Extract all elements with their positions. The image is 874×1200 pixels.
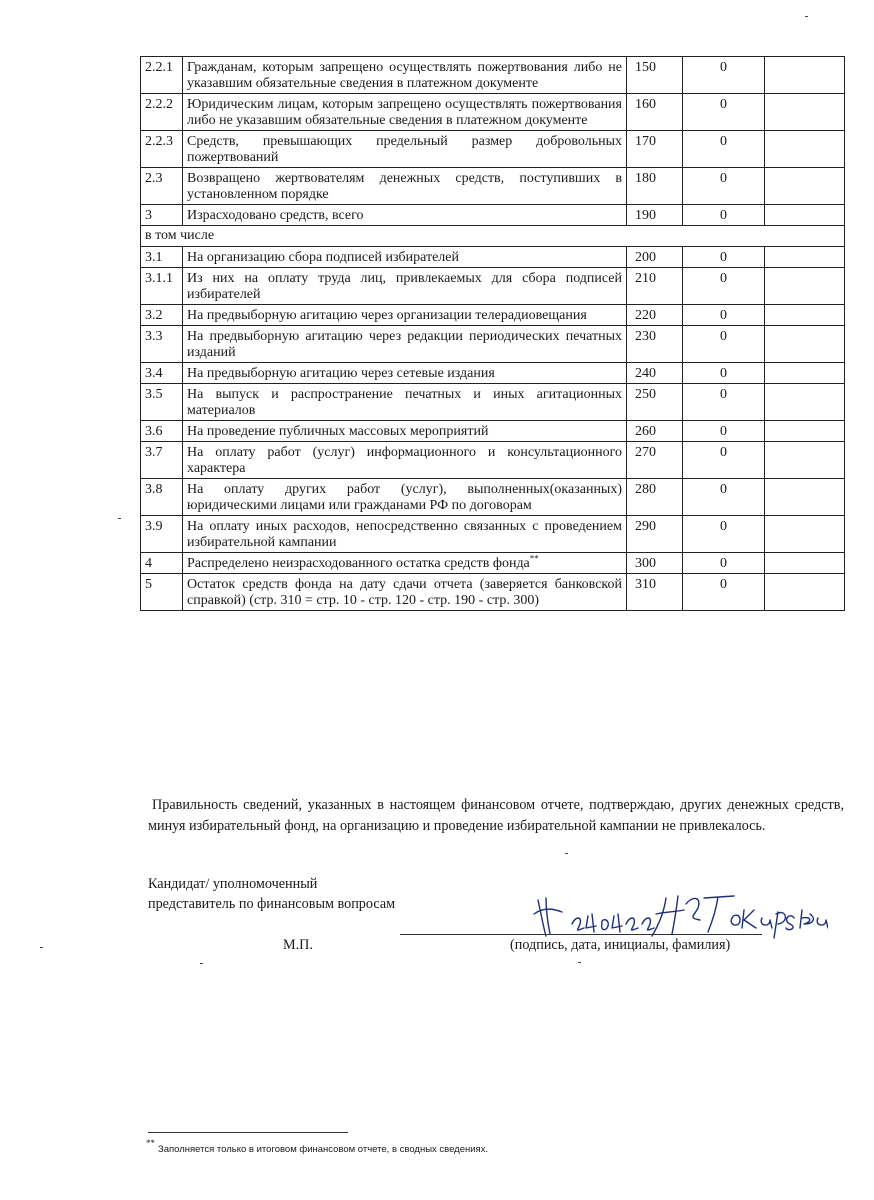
row-extra-cell <box>765 421 845 442</box>
row-number: 3.7 <box>141 442 183 479</box>
row-code: 160 <box>627 94 683 131</box>
row-extra-cell <box>765 479 845 516</box>
row-description: На предвыборную агитацию через редакции периодических печатных изданий <box>183 326 627 363</box>
scan-speck <box>578 962 581 963</box>
table-row <box>141 326 845 363</box>
table-body <box>141 57 845 611</box>
row-value: 0 <box>683 479 765 516</box>
table-row <box>141 57 845 94</box>
row-extra-cell <box>765 247 845 268</box>
table-row <box>141 131 845 168</box>
table-row <box>141 574 845 611</box>
row-extra-cell <box>765 268 845 305</box>
row-extra-cell <box>765 516 845 553</box>
row-description: Юридическим лицам, которым запрещено осуществлять пожертвования либо не указавшим обязательные сведения в платежном документе <box>183 94 627 131</box>
footnote-rule <box>148 1132 348 1133</box>
row-value: 0 <box>683 94 765 131</box>
signature-caption: (подпись, дата, инициалы, фамилия) <box>510 937 731 953</box>
row-number: 3.6 <box>141 421 183 442</box>
row-extra-cell <box>765 574 845 611</box>
handwritten-signature <box>528 878 828 940</box>
declaration-text: Правильность сведений, указанных в настоящем финансовом отчете, подтверждаю, других денежных средств, минуя избирательный фонд, на организацию и проведение избирательной кампании не привлекалось. <box>148 797 844 834</box>
row-code: 220 <box>627 305 683 326</box>
footnote-text: Заполняется только в итоговом финансовом отчете, в сводных сведениях. <box>158 1144 489 1155</box>
row-value: 0 <box>683 57 765 94</box>
row-code: 280 <box>627 479 683 516</box>
row-description: Израсходовано средств, всего <box>183 205 627 226</box>
table-row <box>141 305 845 326</box>
row-value: 0 <box>683 516 765 553</box>
row-code: 270 <box>627 442 683 479</box>
row-extra-cell <box>765 553 845 574</box>
row-code: 260 <box>627 421 683 442</box>
table-row <box>141 247 845 268</box>
row-number: 4 <box>141 553 183 574</box>
row-code: 240 <box>627 363 683 384</box>
row-code: 190 <box>627 205 683 226</box>
row-value: 0 <box>683 131 765 168</box>
row-code: 170 <box>627 131 683 168</box>
row-value: 0 <box>683 326 765 363</box>
row-value: 0 <box>683 553 765 574</box>
row-value: 0 <box>683 574 765 611</box>
scan-speck <box>118 518 121 519</box>
table-row <box>141 268 845 305</box>
table-row <box>141 94 845 131</box>
row-number: 3.4 <box>141 363 183 384</box>
table-row <box>141 168 845 205</box>
row-extra-cell <box>765 57 845 94</box>
row-value: 0 <box>683 442 765 479</box>
row-code: 250 <box>627 384 683 421</box>
row-code: 310 <box>627 574 683 611</box>
signatory-role-line2: представитель по финансовым вопросам <box>148 896 396 912</box>
row-number: 3.5 <box>141 384 183 421</box>
row-number: 2.2.3 <box>141 131 183 168</box>
signatory-role-line1: Кандидат/ уполномоченный <box>148 876 318 892</box>
section-label: в том числе <box>141 226 845 247</box>
row-number: 2.2.2 <box>141 94 183 131</box>
row-extra-cell <box>765 94 845 131</box>
table-row <box>141 479 845 516</box>
row-number: 3 <box>141 205 183 226</box>
row-extra-cell <box>765 205 845 226</box>
row-number: 3.2 <box>141 305 183 326</box>
scan-speck <box>805 16 808 17</box>
row-code: 150 <box>627 57 683 94</box>
row-value: 0 <box>683 205 765 226</box>
row-code: 180 <box>627 168 683 205</box>
row-description: На предвыборную агитацию через организации телерадиовещания <box>183 305 627 326</box>
row-extra-cell <box>765 363 845 384</box>
row-value: 0 <box>683 384 765 421</box>
row-number: 3.8 <box>141 479 183 516</box>
scan-speck <box>565 853 568 854</box>
row-description: На оплату иных расходов, непосредственно связанных с проведением избирательной кампании <box>183 516 627 553</box>
row-extra-cell <box>765 442 845 479</box>
row-description: На проведение публичных массовых мероприятий <box>183 421 627 442</box>
table-row <box>141 421 845 442</box>
row-code: 200 <box>627 247 683 268</box>
row-extra-cell <box>765 326 845 363</box>
row-number: 3.9 <box>141 516 183 553</box>
row-description: На предвыборную агитацию через сетевые издания <box>183 363 627 384</box>
scan-speck <box>40 947 43 948</box>
row-number: 5 <box>141 574 183 611</box>
row-extra-cell <box>765 305 845 326</box>
row-number: 3.1 <box>141 247 183 268</box>
row-description: На выпуск и распространение печатных и иных агитационных материалов <box>183 384 627 421</box>
row-value: 0 <box>683 168 765 205</box>
row-number: 2.2.1 <box>141 57 183 94</box>
row-extra-cell <box>765 384 845 421</box>
signature-line <box>400 934 762 935</box>
table-row <box>141 516 845 553</box>
row-description: Из них на оплату труда лиц, привлекаемых для сбора подписей избирателей <box>183 268 627 305</box>
table-row <box>141 442 845 479</box>
row-description: На оплату других работ (услуг), выполненных(оказанных) юридическими лицами или гражданами РФ по договорам <box>183 479 627 516</box>
scan-speck <box>200 963 203 964</box>
row-code: 230 <box>627 326 683 363</box>
row-number: 3.3 <box>141 326 183 363</box>
row-description: Остаток средств фонда на дату сдачи отчета (заверяется банковской справкой) (стр. 310 = стр. 10 - стр. 120 - стр. 190 - стр. 300) <box>183 574 627 611</box>
footnote-reference: ** <box>529 553 539 564</box>
row-value: 0 <box>683 247 765 268</box>
table-row <box>141 384 845 421</box>
row-number: 3.1.1 <box>141 268 183 305</box>
table-section-row <box>141 226 845 247</box>
row-description-text: Распределено неизрасходованного остатка средств фонда <box>187 556 530 571</box>
row-description: На организацию сбора подписей избирателей <box>183 247 627 268</box>
row-description: Средств, превышающих предельный размер добровольных пожертвований <box>183 131 627 168</box>
row-code: 290 <box>627 516 683 553</box>
row-code: 300 <box>627 553 683 574</box>
row-value: 0 <box>683 305 765 326</box>
row-extra-cell <box>765 168 845 205</box>
stamp-place-label: М.П. <box>283 937 313 953</box>
row-description: Возвращено жертвователям денежных средств, поступивших в установленном порядке <box>183 168 627 205</box>
row-value: 0 <box>683 421 765 442</box>
row-description: На оплату работ (услуг) информационного и консультационного характера <box>183 442 627 479</box>
footnote-mark: ** <box>146 1138 155 1148</box>
row-extra-cell <box>765 131 845 168</box>
table-row <box>141 205 845 226</box>
row-value: 0 <box>683 268 765 305</box>
financial-report-table <box>140 56 845 611</box>
row-value: 0 <box>683 363 765 384</box>
row-number: 2.3 <box>141 168 183 205</box>
row-description <box>183 553 627 574</box>
table-row <box>141 363 845 384</box>
row-code: 210 <box>627 268 683 305</box>
row-description: Гражданам, которым запрещено осуществлять пожертвования либо не указавшим обязательные сведения в платежном документе <box>183 57 627 94</box>
table-row <box>141 553 845 574</box>
